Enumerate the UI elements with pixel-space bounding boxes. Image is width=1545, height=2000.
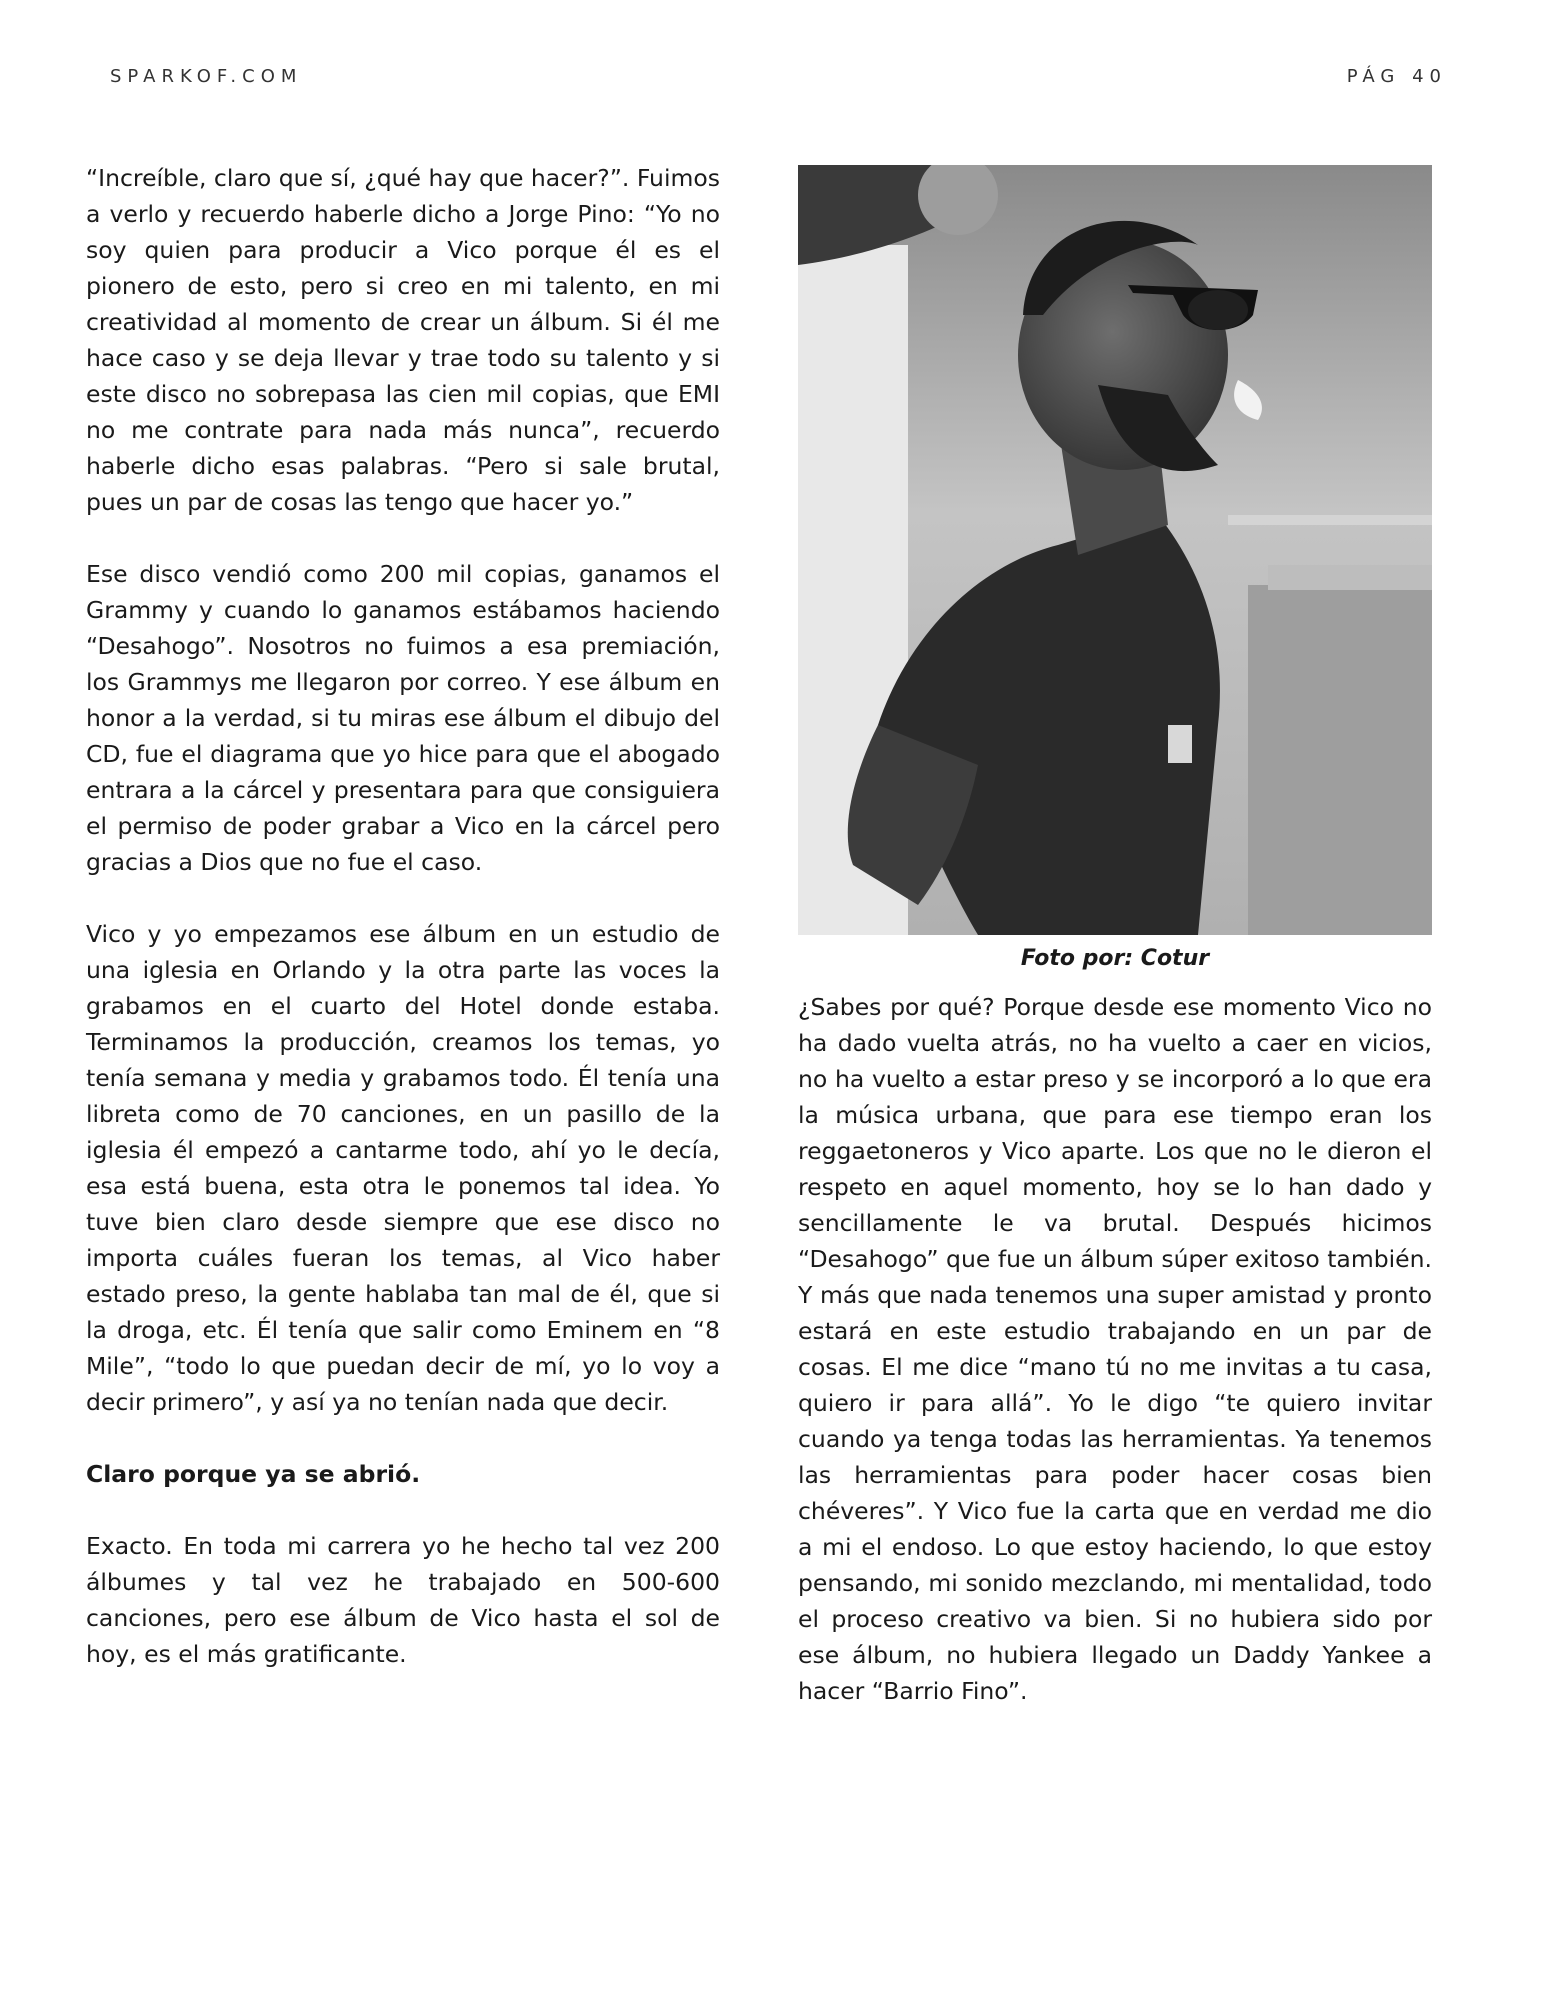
paragraph: “Increíble, claro que sí, ¿qué hay que hacer?”. Fuimos a verlo y recuerdo haberle dicho a Jorge Pino: “Yo no soy quien para producir a Vico porque él es el pionero de esto, pero si creo en mi talento, en mi creatividad al momento de crear un álbum. Si él me hace caso y se deja llevar y trae todo su talento y si este disco no sobrepasa las cien mil copias, que EMI no me contrate para nada más nunca”, recuerdo haberle dicho esas palabras. “Pero si sale brutal, pues un par de cosas las tengo que hacer yo.” (86, 164, 720, 516)
site-name: SPARKOF.COM (110, 66, 303, 87)
paragraph: Ese disco vendió como 200 mil copias, ganamos el Grammy y cuando lo ganamos estábamos haciendo “Desahogo”. Nosotros no fuimos a esa premiación, los Grammys me llegaron por correo. Y ese álbum en honor a la verdad, si tu miras ese álbum el dibujo del CD, fue el diagrama que yo hice para que el abogado entrara a la cárcel y presentara para que consiguiera el permiso de poder grabar a Vico en la cárcel pero gracias a Dios que no fue el caso. (86, 560, 720, 876)
interview-answer: Exacto. En toda mi carrera yo he hecho tal vez 200 álbumes y tal vez he trabajado en 500-600 canciones, pero ese álbum de Vico hasta el sol de hoy, es el más gratificante. (86, 1532, 720, 1668)
interview-question: Claro porque ya se abrió. (86, 1460, 421, 1488)
photo-caption: Foto por: Cotur (1020, 946, 1210, 971)
page-number: PÁG 40 (1346, 66, 1447, 87)
right-column (798, 165, 1432, 1709)
portrait-photo-image (798, 165, 1432, 935)
left-column (86, 160, 720, 1672)
paragraph: Vico y yo empezamos ese álbum en un estudio de una iglesia en Orlando y la otra parte las voces la grabamos en el cuarto del Hotel donde estaba. Terminamos la producción, creamos los temas, yo tenía semana y media y grabamos todo. Él tenía una libreta como de 70 canciones, en un pasillo de la iglesia él empezó a cantarme todo, ahí yo le decía, esa está buena, esta otra le ponemos tal idea. Yo tuve bien claro desde siempre que ese disco no importa cuáles fueran los temas, al Vico haber estado preso, la gente hablaba tan mal de él, que si la droga, etc. Él tenía que salir como Eminem en “8 Mile”, “todo lo que puedan decir de mí, yo lo voy a decir primero”, y así ya no tenían nada que decir. (86, 920, 720, 1416)
paragraph: ¿Sabes por qué? Porque desde ese momento Vico no ha dado vuelta atrás, no ha vuelto a caer en vicios, no ha vuelto a estar preso y se incorporó a lo que era la música urbana, que para ese tiempo eran los reggaetoneros y Vico aparte. Los que no le dieron el respeto en aquel momento, hoy se lo han dado y sencillamente le va brutal. Después hicimos “Desahogo” que fue un álbum súper exitoso también. Y más que nada tenemos una super amistad y pronto estará en este estudio trabajando en un par de cosas. El me dice “mano tú no me invitas a tu casa, quiero ir para allá”. Yo le digo “te quiero invitar cuando ya tenga todas las herramientas. Ya tenemos las herramientas para poder hacer cosas bien chéveres”. Y Vico fue la carta que en verdad me dio a mi el endoso. Lo que estoy haciendo, lo que estoy pensando, mi sonido mezclando, mi mentalidad, todo el proceso creativo va bien. Si no hubiera sido por ese álbum, no hubiera llegado un Daddy Yankee a hacer “Barrio Fino”. (798, 993, 1432, 1705)
portrait-photo (798, 165, 1432, 935)
